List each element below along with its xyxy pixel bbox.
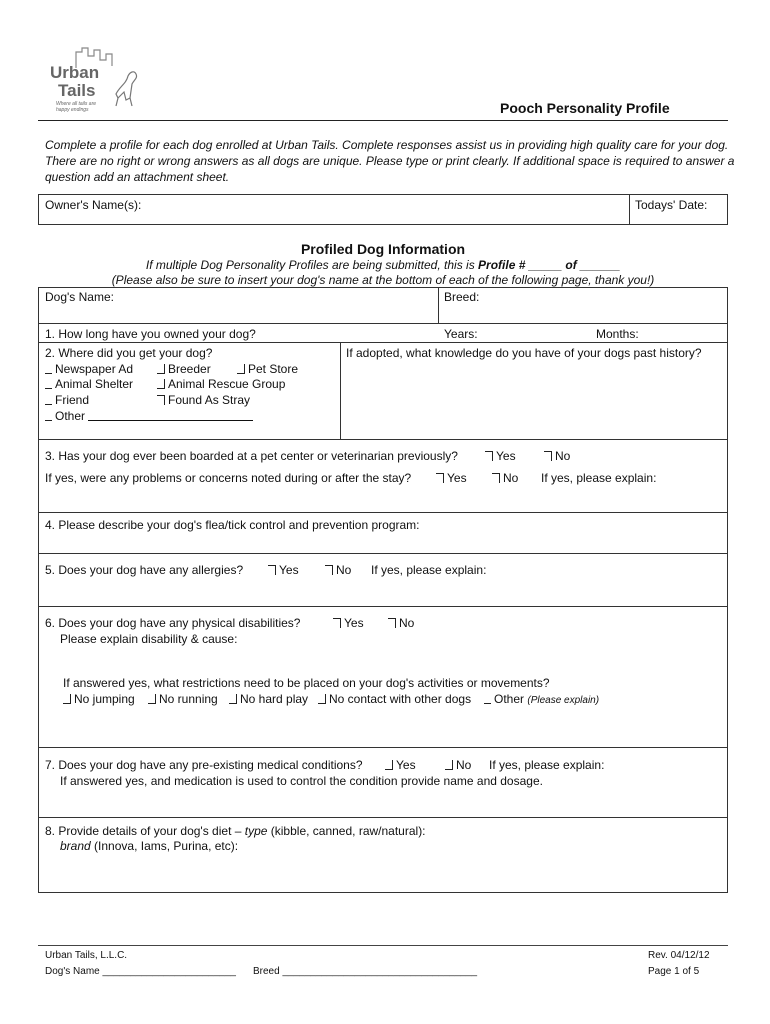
q6-explain[interactable]: Please explain disability & cause: [60,632,238,646]
no-label: No [336,563,352,577]
multi-profile-note [38,258,728,272]
q8-prefix: 8. Provide details of your dog's diet – [45,824,245,838]
row-line-3 [38,439,728,440]
q2-divider [340,342,341,439]
option-breeder[interactable] [157,362,211,376]
q8-text[interactable] [45,824,426,838]
q8-type-rest: (kibble, canned, raw/natural): [267,824,426,838]
option-pet-store[interactable] [237,362,298,376]
owner-divider [629,194,630,225]
owner-box [38,194,728,225]
row-line-1 [38,323,728,324]
row-line-7 [38,747,728,748]
checkbox-icon[interactable] [333,618,341,628]
todays-date-field[interactable]: Todays' Date: [635,198,708,212]
footer-dog-name[interactable]: Dog's Name ________________________ [45,966,236,977]
q7-text: 7. Does your dog have any pre-existing medical conditions? [45,758,363,772]
yes-label: Yes [496,449,516,463]
checkbox-icon[interactable] [63,694,71,704]
option-animal-shelter[interactable] [45,377,133,391]
intro-text: Complete a profile for each dog enrolled at Urban Tails. Complete responses assist us in providing high quality care for your dog. There are no right or wrong answers as all dogs are unique. Please type or print clearly. If additional space is required to answer a question add an attachment sheet. [45,138,735,184]
q6-opt-no-hard-play[interactable] [229,692,308,706]
checkbox-icon[interactable] [45,364,52,374]
checkbox-icon[interactable] [385,760,393,770]
logo-word-urban: Urban [50,63,100,82]
q6-opt-other[interactable] [484,692,599,706]
q7-explain[interactable]: If yes, please explain: [489,758,605,772]
q6-no[interactable] [388,616,414,630]
other-note: (Please explain) [527,695,600,706]
checkbox-icon[interactable] [157,379,165,389]
footer-company: Urban Tails, L.L.C. [45,950,128,961]
row-line-4 [38,512,728,513]
no-label: No [503,471,519,485]
checkbox-icon[interactable] [45,395,52,405]
q3-followup: If yes, were any problems or concerns noted during or after the stay? [45,471,412,485]
no-label: No [555,449,571,463]
q1-text: 1. How long have you owned your dog? [45,327,256,341]
checkbox-icon[interactable] [318,694,326,704]
q8-brand[interactable] [60,839,238,853]
q3-explain[interactable]: If yes, please explain: [541,471,657,485]
option-label: Other [494,692,525,706]
q7-no[interactable] [445,758,471,772]
q5-text: 5. Does your dog have any allergies? [45,563,244,577]
checkbox-icon[interactable] [485,451,493,461]
q5-yes[interactable] [268,563,299,577]
breed-field[interactable]: Breed: [444,290,480,304]
option-label: No jumping [74,692,135,706]
checkbox-icon[interactable] [148,694,156,704]
footer-revision: Rev. 04/12/12 [648,950,710,961]
checkbox-icon[interactable] [229,694,237,704]
row-line-6 [38,606,728,607]
q8-brand-rest: (Innova, Iams, Purina, etc): [90,839,239,853]
option-other[interactable] [45,409,253,423]
profile-number[interactable]: Profile # _____ of ______ [478,258,621,272]
checkbox-icon[interactable] [445,760,453,770]
footer-page-number: Page 1 of 5 [648,966,700,977]
checkbox-icon[interactable] [268,565,276,575]
option-label: Found As Stray [168,393,251,407]
logo-word-tails: Tails [58,81,96,100]
q5-no[interactable] [325,563,351,577]
option-found-as-stray[interactable] [157,393,250,407]
q1-years-field[interactable]: Years: [444,327,478,341]
page-title: Pooch Personality Profile [500,100,670,116]
q3-no[interactable] [544,449,570,463]
checkbox-icon[interactable] [45,411,52,421]
reminder-note: (Please also be sure to insert your dog's name at the bottom of each of the following page, thank you!) [111,273,655,287]
q7-yes[interactable] [385,758,416,772]
yes-label: Yes [396,758,416,772]
footer-divider [38,945,728,946]
q6-opt-no-jumping[interactable] [63,692,135,706]
row-line-2 [38,342,728,343]
breed-divider [438,287,439,323]
option-friend[interactable] [45,393,89,407]
owner-names-field[interactable]: Owner's Name(s): [45,198,142,212]
option-label: Breeder [168,362,211,376]
option-label: Friend [55,393,90,407]
urban-tails-logo [46,46,142,116]
option-label: No contact with other dogs [329,692,472,706]
checkbox-icon[interactable] [492,473,500,483]
q6-opt-no-running[interactable] [148,692,218,706]
q5-explain[interactable]: If yes, please explain: [371,563,487,577]
q2-text: 2. Where did you get your dog? [45,346,213,360]
yes-label: Yes [344,616,364,630]
checkbox-icon[interactable] [45,379,52,389]
q6-opt-no-contact[interactable] [318,692,471,706]
checkbox-icon[interactable] [157,364,165,374]
q6-yes[interactable] [333,616,364,630]
q3-followup-no[interactable] [492,471,518,485]
section-title: Profiled Dog Information [300,241,466,257]
title-divider [38,120,728,121]
checkbox-icon[interactable] [484,694,491,704]
checkbox-icon[interactable] [157,395,165,405]
checkbox-icon[interactable] [436,473,444,483]
q8-type-word: type [244,824,268,838]
q6-text: 6. Does your dog have any physical disabilities? [45,616,301,630]
option-label: No hard play [240,692,309,706]
logo-tagline: Where all tails are happy endings [56,101,97,113]
checkbox-icon[interactable] [544,451,552,461]
option-label: Animal Shelter [55,377,134,391]
checkbox-icon[interactable] [388,618,396,628]
yes-label: Yes [279,563,299,577]
q8-brand-word: brand [60,839,91,853]
dog-name-field[interactable]: Dog's Name: [45,290,114,304]
q3-yes[interactable] [485,449,516,463]
option-label: Animal Rescue Group [168,377,286,391]
checkbox-icon[interactable] [237,364,245,374]
dog-info-table [38,287,728,893]
multi-profile-prefix: If multiple Dog Personality Profiles are being submitted, this is [145,258,479,272]
option-animal-rescue[interactable] [157,377,285,391]
row-line-5 [38,553,728,554]
q3-followup-yes[interactable] [436,471,467,485]
option-label: Newspaper Ad [55,362,134,376]
q6-restrictions: If answered yes, what restrictions need to be placed on your dog's activities or movements? [63,676,550,690]
footer-breed[interactable]: Breed ___________________________________ [253,966,478,977]
q1-months-field[interactable]: Months: [596,327,639,341]
other-source-line[interactable] [88,410,253,421]
option-newspaper-ad[interactable] [45,362,133,376]
checkbox-icon[interactable] [325,565,333,575]
q3-text: 3. Has your dog ever been boarded at a pet center or veterinarian previously? [45,449,458,463]
row-line-8 [38,817,728,818]
no-label: No [399,616,415,630]
q7-medication[interactable]: If answered yes, and medication is used to control the condition provide name and dosage. [60,774,543,788]
q4-text[interactable]: 4. Please describe your dog's flea/tick control and prevention program: [45,518,420,532]
no-label: No [456,758,472,772]
yes-label: Yes [447,471,467,485]
option-label: Other [55,409,86,423]
q2-adopted-history[interactable]: If adopted, what knowledge do you have of your dogs past history? [346,346,702,360]
option-label: No running [159,692,218,706]
option-label: Pet Store [248,362,299,376]
